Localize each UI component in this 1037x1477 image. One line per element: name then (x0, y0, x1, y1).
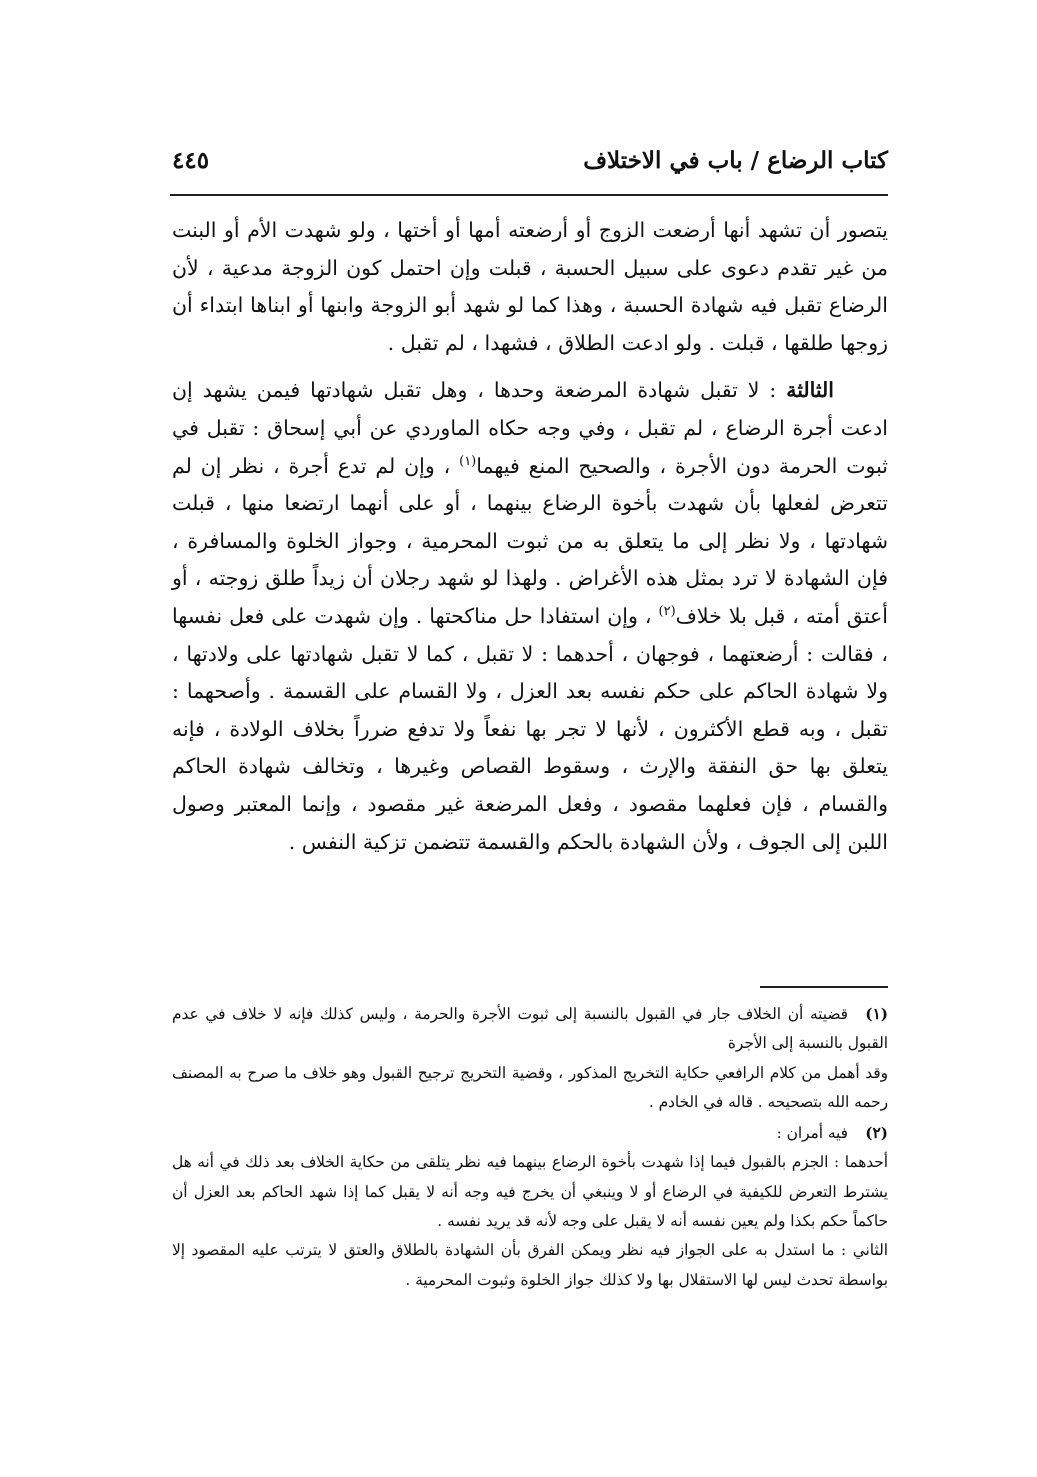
footnote-marker: (٢) (865, 1124, 888, 1143)
footnote-marker: (١) (865, 1005, 888, 1023)
page-number: ٤٤٥ (172, 147, 210, 174)
paragraph-text: : لا تقبل شهادة المرضعة وحدها ، وهل تقبل شهادتها فيمن يشهد إن ادعت أجرة الرضاع ، لم تقبل ، وفي وجه حكاه الماوردي عن أبي إسحاق : تقبل في ثبوت الحرمة دون الأجرة ، والصحيح المنع فيهما (172, 378, 889, 478)
header-divider (170, 194, 888, 196)
footnote-reference[interactable]: (٢) (658, 604, 676, 620)
footnote-reference[interactable]: (١) (459, 453, 477, 469)
section-lead-word: الثالثة (786, 378, 834, 403)
paragraph-continuation: يتصور أن تشهد أنها أرضعت الزوج أو أرضعته أمها أو أختها ، ولو شهدت الأم أو البنت من غير تقدم دعوى على سبيل الحسبة ، قبلت وإن احتمل كون الزوجة مدعية ، لأن الرضاع تقبل فيه شهادة الحسبة ، وهذا كما لو شهد أبو الزوجة وابنها أو ابناها ابتداء أن زوجها طلقها ، قبلت . ولو ادعت الطلاق ، فشهدا ، لم تقبل . (172, 218, 888, 355)
footnote-line (172, 1119, 888, 1148)
footnotes (172, 1000, 888, 1295)
footnote-line: أحدهما : الجزم بالقبول فيما إذا شهدت بأخوة الرضاع بينهما فيه نظر يتلقى من حكاية الخلاف بعد ذلك في أنه هل يشترط التعرض للكيفية في الرضاع أو لا وينبغي أن يخرج فيه وجه أنه لا يقبل كما إذا شهد الحاكم بعد العزل أن حاكماً حكم بكذا ولم يعين نفسه أنه لا يقبل على وجه لأنه قد يريد نفسه . (172, 1153, 888, 1231)
footnote-line: الثاني : ما استدل به على الجواز فيه نظر ويمكن الفرق بأن الشهادة بالطلاق والعتق لا يترتب عليه المقصود إلا بواسطة تحدث ليس لها الاستقلال بها ولا كذلك جواز الخلوة وثبوت المحرمية . (172, 1241, 888, 1289)
paragraph-text: ، وإن لم تدع أجرة ، نظر إن لم تتعرض لفعلها بأن شهدت بأخوة الرضاع بينهما ، أو على أنهما ارتضعا منها ، قبلت شهادتها ، ولا نظر إلى ما يتعلق به من ثبوت المحرمية ، وجواز الخلوة والمسافرة ، فإن الشهادة لا ترد بمثل هذه الأغراض . ولهذا لو شهد رجلان أن زيداً طلق زوجته ، أو أعتق أمته ، قبل بلا خلاف (172, 453, 888, 628)
footnote-line (172, 1000, 888, 1059)
footnote-text: فيه أمران : (776, 1124, 848, 1143)
footnote-divider (760, 986, 888, 988)
paragraph-third-issue (172, 372, 888, 861)
footnote-line: وقد أهمل من كلام الرافعي حكاية التخريج المذكور ، وقضية التخريج ترجيح القبول وهو خلاف ما صرح به المصنف رحمه الله بتصحيحه . قاله في الخادم . (172, 1063, 888, 1111)
main-text (172, 212, 888, 861)
page-header (170, 143, 888, 191)
running-title: كتاب الرضاع / باب في الاختلاف (583, 147, 888, 174)
paragraph-text: ، وإن استفادا حل مناكحتها . وإن شهدت على فعل نفسها ، فقالت : أرضعتهما ، فوجهان ، أحدهما : لا تقبل ، كما لا تقبل شهادتها على ولادتها ، ولا شهادة الحاكم على حكم نفسه بعد العزل ، ولا القسام على القسمة . وأصحهما : تقبل ، وبه قطع الأكثرون ، لأنها لا تجر بها نفعاً ولا تدفع ضرراً بخلاف الولادة ، فإنه يتعلق بها حق النفقة والإرث ، وسقوط القصاص وغيرها ، وتخالف شهادة الحاكم والقسام ، فإن فعلهما مقصود ، وفعل المرضعة غير مقصود ، وإنما المعتبر وصول اللبن إلى الجوف ، ولأن الشهادة بالحكم والقسمة تتضمن تزكية النفس . (172, 603, 888, 854)
footnote-text: قضيته أن الخلاف جار في القبول بالنسبة إلى ثبوت الأجرة والحرمة ، وليس كذلك فإنه لا خلاف في عدم القبول بالنسبة إلى الأجرة (172, 1005, 888, 1053)
